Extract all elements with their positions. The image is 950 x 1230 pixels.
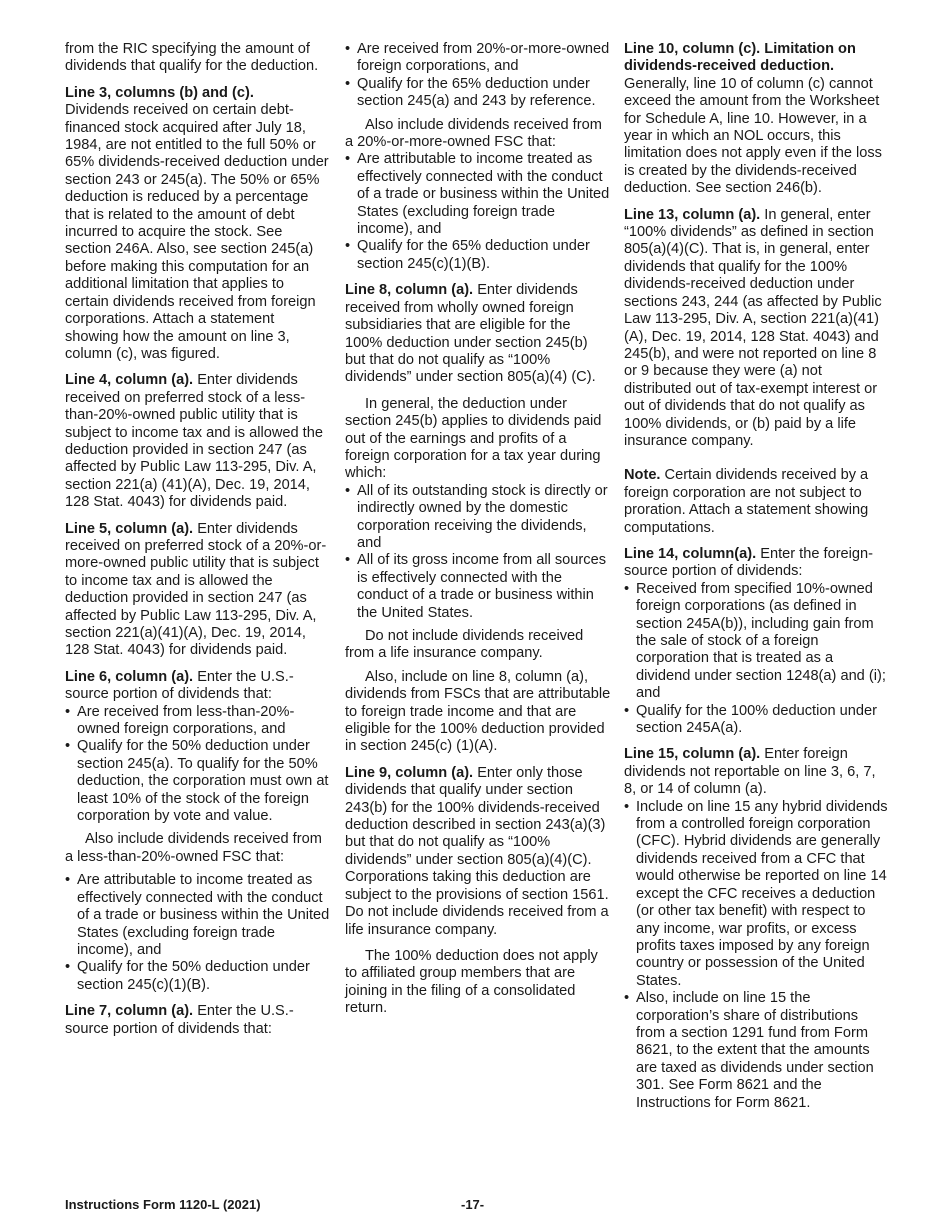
body-line3: Dividends received on certain debt-financed stock acquired after July 18, 1984, are not entitled to the full 50% or 65% dividends-received deduction under section 243 or 245(a). The 50% or 65% deduction is reduced by a percentage that is related to the amount of debt incurred to acquire the stock. See section 246A. Also, see section 245(a) before making this computation for an additional limitation that applies to certain dividends received from foreign corporations. Attach a statement showing how the amount on line 3, column (c), was figured. <box>65 102 329 362</box>
heading-line3: Line 3, columns (b) and (c). <box>65 84 254 101</box>
heading-line7: Line 7, column (a). <box>65 1003 194 1020</box>
section-line7 <box>65 1003 331 1038</box>
section-line15 <box>624 746 890 1112</box>
body-line10: Generally, line 10 of column (c) cannot exceed the amount from the Worksheet for Schedule A, line 10. However, in a year in which an NOL occurs, this limitation does not apply even if the loss is created by the dividends-received deduction. See section 246(b). <box>624 75 882 197</box>
bullet-line14-1: • Received from specified 10%-owned foreign corporations (as defined in section 245A(b)), including gain from the sale of stock of a foreign corporation that is treated as a dividend under section 1248(a) and (i); and <box>624 581 890 703</box>
body-line14: Enter the foreign-source portion of dividends: <box>624 545 874 580</box>
paragraph-line7-also: Also include dividends received from a 20%-or-more-owned FSC that: <box>345 116 602 151</box>
bullet-line6-1: • Are received from less-than-20%-owned foreign corporations, and <box>65 704 331 739</box>
body-note: Certain dividends received by a foreign corporation are not subject to proration. Attach a statement showing computations. <box>624 467 869 536</box>
bullet-line6-2: • Qualify for the 50% deduction under section 245(a). To qualify for the 50% deduction, the corporation must own at least 10% of the stock of the foreign corporation by vote and value. <box>65 738 331 825</box>
bullet-line7-4: • Qualify for the 65% deduction under section 245(c)(1)(B). <box>345 238 611 273</box>
section-line9 <box>345 765 611 939</box>
section-line13 <box>624 207 890 451</box>
bullets-line8 <box>345 483 611 622</box>
paragraph-line6-also: Also include dividends received from a less-than-20%-owned FSC that: <box>65 831 322 865</box>
section-line14 <box>624 546 890 737</box>
section-line5 <box>65 521 331 660</box>
body-line8: Enter dividends received from wholly owned foreign subsidiaries that are eligible for the 100% deduction under section 245(b) but that do not qualify as “100% dividends” under section 805(a)(4) (C). <box>345 282 596 386</box>
section-line10 <box>624 41 890 198</box>
section-line4 <box>65 372 331 511</box>
bullet-line8-1: • All of its outstanding stock is directly or indirectly owned by the domestic corporation receiving the dividends, and <box>345 483 611 553</box>
heading-line10: Line 10, column (c). Limitation on dividends-received deduction. <box>624 41 856 75</box>
bullet-line8-2: • All of its gross income from all sources is effectively connected with the conduct of a trade or business within the United States. <box>345 552 611 622</box>
bullet-line7-3: • Are attributable to income treated as effectively connected with the conduct of a trade or business within the United States (excluding foreign trade income), and <box>345 151 611 238</box>
heading-line13: Line 13, column (a). <box>624 206 761 223</box>
paragraph-line8-life: Do not include dividends received from a life insurance company. <box>345 628 584 662</box>
heading-line6: Line 6, column (a). <box>65 668 194 685</box>
column-middle <box>345 41 611 1024</box>
heading-line14: Line 14, column(a). <box>624 545 757 562</box>
footer-page-number: -17- <box>461 1197 485 1212</box>
bullets-line7-fsc <box>345 151 611 273</box>
bullet-line6-3: • Are attributable to income treated as effectively connected with the conduct of a trade or business within the United States (excluding foreign trade income), and <box>65 872 331 959</box>
section-line8 <box>345 282 611 386</box>
paragraph-line8-general: In general, the deduction under section 245(b) applies to dividends paid out of the earnings and profits of a foreign corporation for a tax year during which: <box>345 395 602 482</box>
section-line3 <box>65 85 331 364</box>
bullet-line15-1: • Include on line 15 any hybrid dividends from a controlled foreign corporation (CFC). Hybrid dividends are generally dividends received from a CFC that would otherwise be reported on line 14 except the CFC receives a deduction (or other tax benefit) with respect to any income, war profits, or excess profits taxes imposed by any foreign country or possession of the United States. <box>624 799 890 990</box>
paragraph-line9-affiliated: The 100% deduction does not apply to affiliated group members that are joining in the filing of a consolidated return. <box>345 947 598 1017</box>
paragraph-line8-fsc: Also, include on line 8, column (a), dividends from FSCs that are attributable to foreign trade income and that are eligible for the 100% deduction provided in section 245(c) (1)(A). <box>345 668 611 755</box>
body-line6: Enter the U.S.-source portion of dividends that: <box>65 668 294 703</box>
body-line4: Enter dividends received on preferred stock of a less-than-20%-owned public utility that is subject to income tax and is allowed the deduction provided in section 247 (as affected by Public Law 113-295, Div. A, section 221(a) (41)(A), Dec. 19, 2014, 128 Stat. 4043) for dividends paid. <box>65 372 323 511</box>
heading-line9: Line 9, column (a). <box>345 764 474 781</box>
body-line15: Enter foreign dividends not reportable on line 3, 6, 7, 8, or 14 of column (a). <box>624 746 876 798</box>
bullet-line7-1: • Are received from 20%-or-more-owned foreign corporations, and <box>345 41 611 76</box>
section-line6 <box>65 669 331 826</box>
body-line13: In general, enter “100% dividends” as defined in section 805(a)(4)(C). That is, in general, enter dividends that qualify for the 100% dividends-received deduction under sections 243, 244 (as affected by Public Law 113-295, Div. A, section 221(a)(41)(A), Dec. 19, 2014, 128 Stat. 4043) and 245(b), and were not reported on line 8 or 9 because they were (a) not distributed out of tax-exempt interest or out of dividends that do not qualify as 100% dividends, or (b) paid by a life insurance company. <box>624 206 882 449</box>
heading-line15: Line 15, column (a). <box>624 746 761 763</box>
bullets-line6-fsc <box>65 872 331 994</box>
bullet-line6-4: • Qualify for the 50% deduction under section 245(c)(1)(B). <box>65 959 331 994</box>
body-line5: Enter dividends received on preferred stock of a 20%-or-more-owned public utility that is subject to income tax and is allowed the deduction provided in section 247 (as affected by Public Law 113-295, Div. A, section 221(a)(41)(A), Dec. 19, 2014, 128 Stat. 4043) for dividends paid. <box>65 520 327 659</box>
bullets-line7 <box>345 41 611 111</box>
bullet-line7-2: • Qualify for the 65% deduction under section 245(a) and 243 by reference. <box>345 76 611 111</box>
bullet-line15-2: • Also, include on line 15 the corporation’s share of distributions from a section 1291 fund from Form 8621, to the extent that the amounts are taxed as dividends under section 301. See Form 8621 and the Instructions for Form 8621. <box>624 990 890 1112</box>
heading-line8: Line 8, column (a). <box>345 282 474 299</box>
column-left <box>65 41 331 1047</box>
section-note <box>624 467 890 537</box>
paragraph-ric: from the RIC specifying the amount of dividends that qualify for the deduction. <box>65 41 319 75</box>
heading-note: Note. <box>624 467 661 484</box>
heading-line5: Line 5, column (a). <box>65 520 194 537</box>
column-right <box>624 41 890 1121</box>
footer-form-name: Instructions Form 1120-L (2021) <box>65 1197 261 1212</box>
body-line9: Enter only those dividends that qualify under section 243(b) for the 100% dividends-received deduction described in section 243(a)(3) but that do not qualify as “100% dividends” under section 805(a)(4)(C). Corporations taking this deduction are subject to the provisions of section 1561. Do not include dividends received from a life insurance company. <box>345 764 609 938</box>
heading-line4: Line 4, column (a). <box>65 372 194 389</box>
bullet-line14-2: • Qualify for the 100% deduction under section 245A(a). <box>624 703 890 738</box>
body-line7: Enter the U.S.-source portion of dividends that: <box>65 1003 294 1037</box>
